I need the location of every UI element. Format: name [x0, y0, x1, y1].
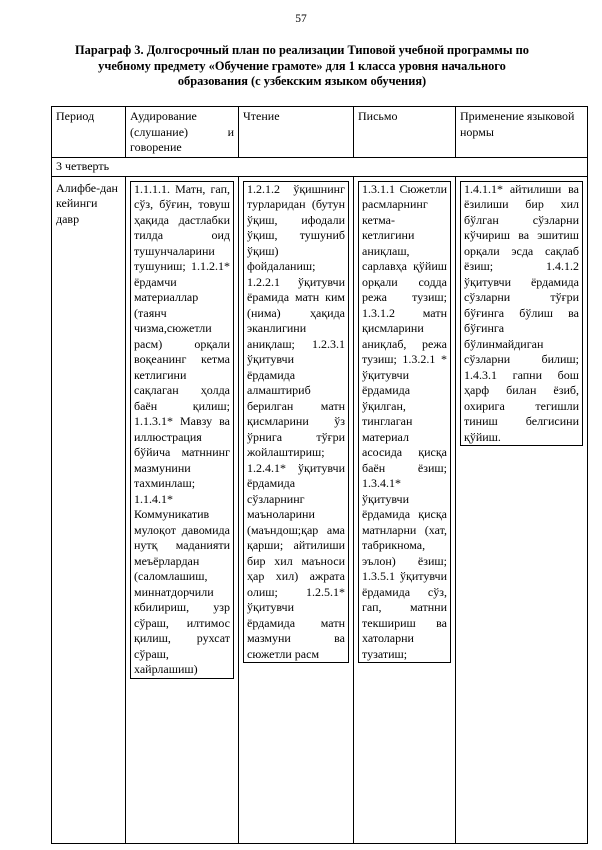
header-listening-speaking: Аудирование (слушание) и говорение — [126, 107, 239, 158]
header-reading: Чтение — [239, 107, 354, 158]
reading-outcomes: 1.2.1.2 ўқишнинг турларидан (бутун ўқиш, ифодали ўқиш, тушуниб ўқиш) фойдаланиш; 1.2.2.1 ўқитувчи ёрамида матн ким (нима) ҳақида эканлигини аниқлаш; 1.2.3.1 ўқитувчи ёрдамида алмаштириб берилган матн қисмларини ўз ўрнига тўғри жойлаштириш; 1.2.4.1* ўқитувчи ёрдамида сўзларнинг маъноларини (маъндош;қар ама қарши; айтилиши бир хил маъноси ҳар хил) ажрата олиш; 1.2.5.1* ўқитувчи ёрдамида матн мазмуни ва сюжетли расм — [243, 181, 349, 664]
table-header-row — [52, 107, 588, 158]
period-cell: Алифбе-дан кейинги давр — [52, 176, 126, 843]
document-title: Параграф 3. Долгосрочный план по реализации Типовой учебной программы по учебному предмету «Обучение грамоте» для 1 класса уровня начального образования (с узбекским языком обучения) — [75, 43, 529, 89]
header-writing: Письмо — [354, 107, 456, 158]
header-period: Период — [52, 107, 126, 158]
quarter-label: 3 четверть — [52, 158, 588, 177]
table-row — [52, 176, 588, 843]
long-term-plan-table — [51, 106, 588, 844]
listening-cell — [126, 176, 239, 843]
writing-cell — [354, 176, 456, 843]
writing-outcomes: 1.3.1.1 Сюжетли расмларнинг кетма-кетлигини аниқлаш, сарлавҳа қўйиш орқали содда режа тузиш; 1.3.1.2 матн қисмларини аниқлаб, режа тузиш; 1.3.2.1 * ўқитувчи ёрдамида ўқилган, тинглаган материал асосида қисқа баён ёзиш; 1.3.4.1* ўқитувчи ёрдамида қисқа матнларни (хат, табрикнома, эълон) ёзиш; 1.3.5.1 ўқитувчи ёрдамида сўз, гап, матнни текшириш ва хатоларни тузатиш; — [358, 181, 451, 664]
language-norms-outcomes: 1.4.1.1* айтилиши ва ёзилиши бир хил бўлган сўзларни кўчириш ва эшитиш орқали эсда сақлаб ёзиш; 1.4.1.2 ўқитувчи ёрдамида сўзларни тўғри бўғинга бўлиш ва бўғинга бўлинмайдиган сўзларни билиш; 1.4.3.1 гапни бош ҳарф билан ёзиб, охирига тегишли тиниш белгисини қўйиш. — [460, 181, 583, 447]
language-norms-cell — [456, 176, 588, 843]
listening-outcomes: 1.1.1.1. Матн, гап, сўз, бўғин, товуш ҳақида дастлабки тилда оид тушунчаларини тушуниш; 1.1.2.1* ёрдамчи материаллар (таянч чизма,сюжетли расм) орқали воқеанинг кетма кетлигини сақлаган ҳолда баён қилиш; 1.1.3.1* Мавзу ва иллюстрация бўйича матннинг мазмунини тахминлаш; 1.1.4.1* Коммуникатив мулоқот давомида нутқ маданияти меъёрлардан (саломлашиш, миннатдорчили кбилириш, узр сўраш, илтимос қилиш, рухсат сўраш, хайрлашиш) — [130, 181, 234, 679]
quarter-row — [52, 158, 588, 177]
reading-cell — [239, 176, 354, 843]
page-number: 57 — [295, 13, 307, 25]
header-language-norms: Применение языковой нормы — [456, 107, 588, 158]
